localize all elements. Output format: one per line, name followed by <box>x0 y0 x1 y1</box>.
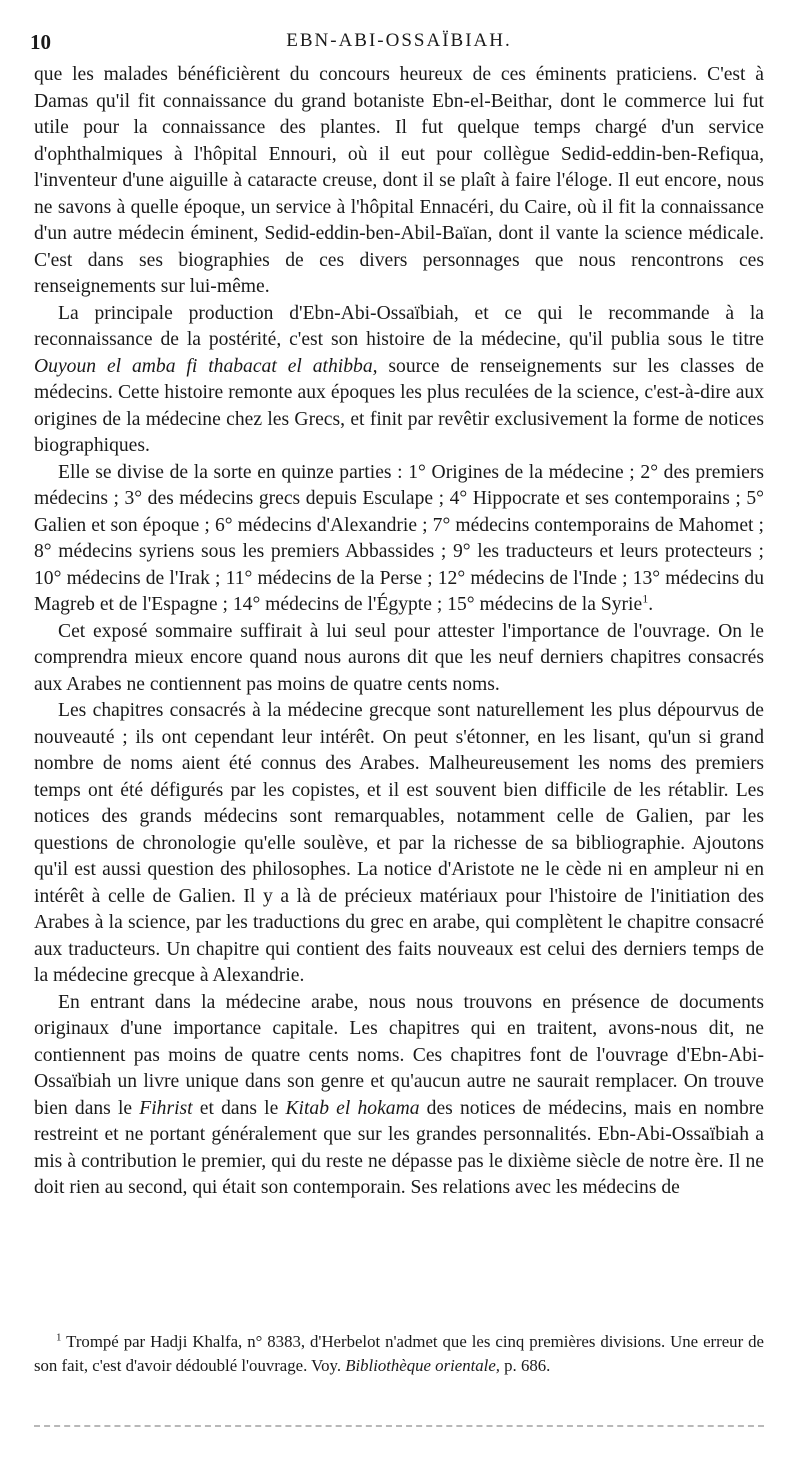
paragraph-6 <box>34 990 764 1202</box>
paragraph-3-text: Elle se divise de la sorte en quinze parties : 1° Origines de la médecine ; 2° des premiers médecins ; 3° des médecins grecs depuis Esculape ; 4° Hippocrate et ses contemporains ; 5° Galien et son époque ; 6° médecins d'Alexandrie ; 7° médecins contemporains de Mahomet ; 8° médecins syriens sous les premiers Abbassides ; 9° les traducteurs et leurs protecteurs ; 10° médecins de l'Irak ; 11° médecins de la Perse ; 12° médecins de l'Inde ; 13° médecins du Magreb et de l'Espagne ; 14° médecins de l'Égypte ; 15° médecins de la Syrie <box>34 461 764 615</box>
paragraph-6-text-b: et dans le <box>192 1097 286 1119</box>
kitab-title: Kitab el hokama <box>285 1097 420 1119</box>
paragraph-6-text-a: En entrant dans la médecine arabe, nous nous trouvons en présence de documents originaux d'une importance capitale. Les chapitres qui en traitent, avons-nous dit, ne contiennent pas moins de quatre cents noms. Ces chapitres font de l'ouvrage d'Ebn-Abi-Ossaïbiah un livre unique dans son genre et qu'aucun autre ne saurait remplacer. On trouve bien dans le <box>34 991 764 1119</box>
paragraph-1: que les malades bénéficièrent du concours heureux de ces éminents praticiens. C'est à Damas qu'il fit connaissance du grand botaniste Ebn-el-Beithar, dont le commerce lui fut utile pour la connaissance des plantes. Il fut quelque temps chargé d'un service d'ophthalmiques à l'hôpital Ennouri, où il eut pour collègue Sedid-eddin-ben-Refiqua, l'inventeur d'une aiguille à cataracte creuse, dont il se plaît à faire l'éloge. Il eut encore, nous ne savons à quelle époque, un service à l'hôpital Ennacéri, du Caire, où il fit la connaissance d'un autre médecin éminent, Sedid-eddin-ben-Abil-Baïan, dont il vante la science médicale. C'est dans ses biographies de ces divers personnages que nous rencontrons ces renseignements sur lui-même. <box>34 64 764 297</box>
footnote-text-b: p. 686. <box>499 1356 551 1375</box>
running-head <box>30 30 768 58</box>
paragraph-3-end: . <box>648 594 654 615</box>
paragraph-2-text-start: La principale production d'Ebn-Abi-Ossaïbiah, et ce qui le recommande à la reconnaissance de la postérité, c'est son histoire de la médecine, qu'il publia sous le titre <box>34 302 764 350</box>
paragraph-6-text-c: des notices de médecins, mais en nombre restreint et ne portant généralement que sur les grandes personnalités. Ebn-Abi-Ossaïbiah a mis à contribution le premier, qui du reste ne dépasse pas le dixième siècle de notre ère. Il ne doit rien au second, qui était son contemporain. Ses relations avec les médecins de <box>34 1097 764 1198</box>
footnote-1 <box>34 1330 764 1378</box>
paragraph-4: Cet exposé sommaire suffirait à lui seul pour attester l'importance de l'ouvrage. On le comprendra mieux encore quand nous aurons dit que les neuf derniers chapitres consacrés aux Arabes ne contiennent pas moins de quatre cents noms. <box>34 620 764 695</box>
footnotes <box>34 1330 764 1378</box>
footnote-mark: 1 <box>56 1331 62 1344</box>
body-text <box>34 62 764 1202</box>
work-title: Ouyoun el amba fi thabacat el athibba, <box>34 355 378 377</box>
footnote-text-a: Trompé par Hadji Khalfa, n° 8383, d'Herbelot n'admet que les cinq premières divisions. Une erreur de son fait, c'est d'avoir dédoublé l'ouvrage. Voy. <box>34 1332 764 1375</box>
paragraph-3 <box>34 460 764 619</box>
running-title: EBN-ABI-OSSAÏBIAH. <box>286 30 512 51</box>
footnote-cited-work: Bibliothèque orientale, <box>345 1356 500 1375</box>
footnote-reference: 1 <box>642 591 649 606</box>
paragraph-2 <box>34 301 764 460</box>
bottom-rule <box>34 1425 764 1427</box>
paragraph-5: Les chapitres consacrés à la médecine grecque sont naturellement les plus dépourvus de nouveauté ; ils ont cependant leur intérêt. On peut s'étonner, en les lisant, qu'un si grand nombre de noms aient été connus des Arabes. Malheureusement les noms des premiers temps ont été défigurés par les copistes, et il est souvent bien difficile de les rétablir. Les notices des grands médecins sont remarquables, notamment celle de Galien, par les questions de chronologie qu'elle soulève, et par la richesse de sa bibliographie. Ajoutons qu'il est aussi question des philosophes. La notice d'Aristote ne le cède ni en ampleur ni en intérêt à celle de Galien. Il y a là de précieux matériaux pour l'histoire de l'initiation des Arabes à la science, par les traductions du grec en arabe, qui complètent le chapitre consacré aux traducteurs. Un chapitre qui contient des faits nouveaux est celui des derniers temps de la médecine grecque à Alexandrie. <box>34 700 764 986</box>
fihrist-title: Fihrist <box>139 1097 193 1119</box>
paragraph-2-text-end: source de renseignements sur les classes de médecins. Cette histoire remonte aux époques les plus reculées de la science, c'est-à-dire aux origines de la médecine chez les Grecs, et finit par revêtir exclusivement la forme de notices biographiques. <box>34 355 764 456</box>
page-number: 10 <box>30 30 51 54</box>
